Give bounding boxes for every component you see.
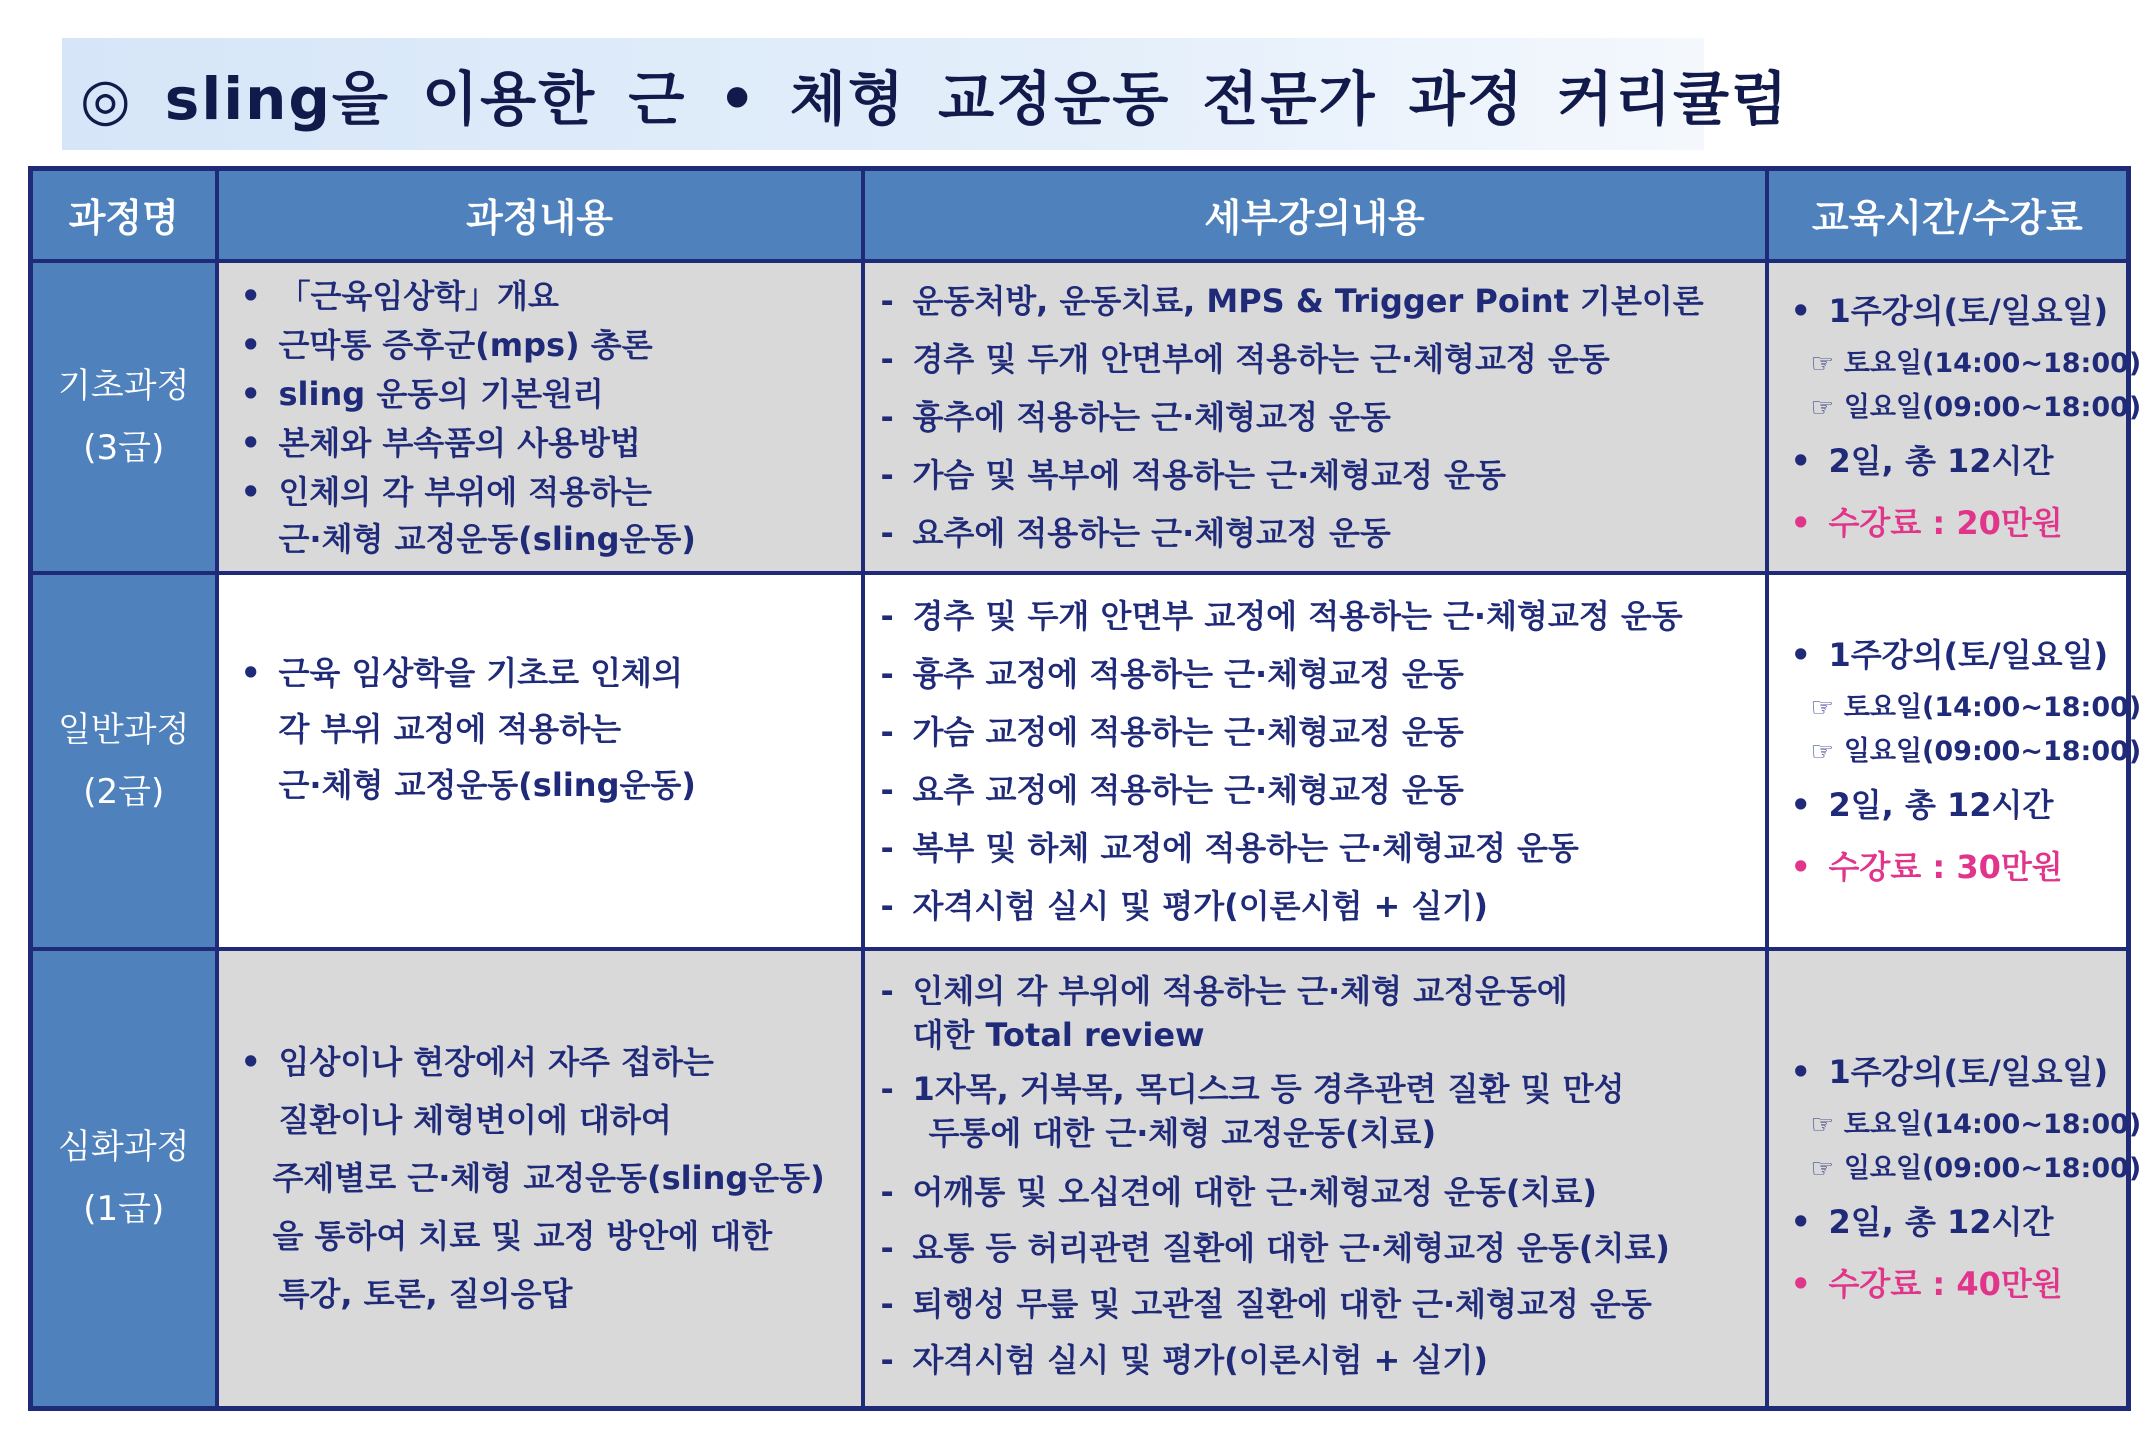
time-week: • 1주강의(토/일요일) — [1785, 624, 2111, 686]
detail-item-continued: 대한 Total review — [912, 1016, 1205, 1055]
content-item: • 인체의 각 부위에 적용하는 — [235, 468, 845, 517]
time-saturday — [1785, 686, 2142, 730]
table-row — [31, 261, 2129, 573]
course-name: 심화과정 — [58, 1127, 190, 1168]
content-item: • sling 운동의 기본원리 — [235, 370, 845, 419]
table-row — [31, 949, 2129, 1409]
content-item: • 근막통 증후군(mps) 총론 — [235, 321, 845, 370]
course-content-cell — [217, 573, 863, 949]
curriculum-table — [28, 166, 2142, 1411]
course-grade: (1급) — [83, 1189, 165, 1230]
course-name-cell — [31, 573, 217, 949]
content-item-continued: 을 통하여 치료 및 교정 방안에 대한 — [272, 1217, 773, 1256]
fee-label: • 수강료 : 30만원 — [1785, 836, 2111, 898]
header-content: 과정내용 — [217, 169, 863, 261]
time-saturday — [1785, 1103, 2142, 1147]
time-week: • 1주강의(토/일요일) — [1785, 1041, 2111, 1103]
course-name: 기초과정 — [58, 365, 190, 406]
detail-item: - 흉추에 적용하는 근·체형교정 운동 — [881, 388, 1749, 446]
detail-item: - 가슴 및 복부에 적용하는 근·체형교정 운동 — [881, 446, 1749, 504]
fee-label: • 수강료 : 40만원 — [1785, 1253, 2111, 1315]
detail-item: - 요추 교정에 적용하는 근·체형교정 운동 — [881, 761, 1749, 819]
pointing-hand-icon: ☞ — [1810, 1110, 1834, 1141]
detail-item: - 운동처방, 운동치료, MPS & Trigger Point 기본이론 — [881, 272, 1749, 330]
content-item-continued: 각 부위 교정에 적용하는 — [278, 709, 622, 748]
content-item: • 「근육임상학」개요 — [235, 272, 845, 321]
course-grade: (2급) — [83, 771, 165, 812]
detail-item: - 요추에 적용하는 근·체형교정 운동 — [881, 504, 1749, 562]
time-week: • 1주강의(토/일요일) — [1785, 280, 2111, 342]
fee-label: • 수강료 : 20만원 — [1785, 492, 2111, 554]
detail-item: - 경추 및 두개 안면부에 적용하는 근·체형교정 운동 — [881, 330, 1749, 388]
course-content-cell — [217, 949, 863, 1409]
header-detail: 세부강의내용 — [863, 169, 1767, 261]
time-saturday-label: 토요일(14:00~18:00) — [1843, 1109, 2142, 1141]
pointing-hand-icon: ☞ — [1810, 1154, 1834, 1185]
course-name-cell — [31, 949, 217, 1409]
time-saturday — [1785, 342, 2142, 386]
time-sunday-label: 일요일(09:00~18:00) — [1843, 1153, 2142, 1185]
content-item-continued: 근·체형 교정운동(sling운동) — [278, 520, 696, 558]
course-name: 일반과정 — [58, 709, 190, 750]
course-detail-cell — [863, 261, 1767, 573]
header-row — [31, 169, 2129, 261]
time-sunday-label: 일요일(09:00~18:00) — [1843, 735, 2142, 767]
content-item: • 본체와 부속품의 사용방법 — [235, 419, 845, 468]
detail-item: - 요통 등 허리관련 질환에 대한 근·체형교정 운동(치료) — [881, 1220, 1749, 1276]
pointing-hand-icon: ☞ — [1810, 392, 1834, 423]
detail-item: - 경추 및 두개 안면부 교정에 적용하는 근·체형교정 운동 — [881, 587, 1749, 645]
time-sunday — [1785, 1147, 2142, 1191]
course-grade: (3급) — [83, 427, 165, 468]
content-item-continued: 주제별로 근·체형 교정운동(sling운동) — [272, 1159, 825, 1198]
page-title: ◎ sling을 이용한 근 • 체형 교정운동 전문가 과정 커리큘럼 — [80, 65, 1790, 133]
pointing-hand-icon: ☞ — [1810, 736, 1834, 767]
pointing-hand-icon: ☞ — [1810, 692, 1834, 723]
course-time-cell — [1767, 949, 2142, 1409]
detail-item: - 어깨통 및 오십견에 대한 근·체형교정 운동(치료) — [881, 1164, 1749, 1220]
time-sunday — [1785, 730, 2142, 774]
detail-item: - 흉추 교정에 적용하는 근·체형교정 운동 — [881, 645, 1749, 703]
detail-item: - 인체의 각 부위에 적용하는 근·체형 교정운동에 — [881, 968, 1749, 1014]
header-name: 과정명 — [31, 169, 217, 261]
course-time-cell — [1767, 573, 2142, 949]
detail-item: - 1자목, 거북목, 목디스크 등 경추관련 질환 및 만성 — [881, 1066, 1749, 1112]
time-saturday-label: 토요일(14:00~18:00) — [1843, 691, 2142, 723]
detail-item-continued: 두통에 대한 근·체형 교정운동(치료) — [928, 1114, 1437, 1153]
content-item: • 근육 임상학을 기초로 인체의 — [235, 645, 845, 701]
time-saturday-label: 토요일(14:00~18:00) — [1843, 347, 2142, 379]
course-detail-cell — [863, 949, 1767, 1409]
detail-item: - 자격시험 실시 및 평가(이론시험 + 실기) — [881, 877, 1749, 935]
course-detail-cell — [863, 573, 1767, 949]
detail-item: - 자격시험 실시 및 평가(이론시험 + 실기) — [881, 1332, 1749, 1388]
detail-item: - 퇴행성 무릎 및 고관절 질환에 대한 근·체형교정 운동 — [881, 1276, 1749, 1332]
content-item-continued: 질환이나 체형변이에 대하여 — [278, 1101, 672, 1140]
course-content-cell — [217, 261, 863, 573]
detail-item: - 복부 및 하체 교정에 적용하는 근·체형교정 운동 — [881, 819, 1749, 877]
header-time: 교육시간/수강료 — [1767, 169, 2129, 261]
course-time-cell — [1767, 261, 2142, 573]
title-bar — [62, 38, 1790, 150]
time-sunday-label: 일요일(09:00~18:00) — [1843, 391, 2142, 423]
course-name-cell — [31, 261, 217, 573]
table-row — [31, 573, 2129, 949]
time-total: • 2일, 총 12시간 — [1785, 430, 2111, 492]
content-item: • 임상이나 현장에서 자주 접하는 — [235, 1033, 845, 1091]
time-sunday — [1785, 386, 2142, 430]
time-total: • 2일, 총 12시간 — [1785, 774, 2111, 836]
content-item-continued: 특강, 토론, 질의응답 — [278, 1275, 573, 1314]
time-total: • 2일, 총 12시간 — [1785, 1191, 2111, 1253]
pointing-hand-icon: ☞ — [1810, 348, 1834, 379]
content-item-continued: 근·체형 교정운동(sling운동) — [278, 765, 696, 804]
detail-item: - 가슴 교정에 적용하는 근·체형교정 운동 — [881, 703, 1749, 761]
